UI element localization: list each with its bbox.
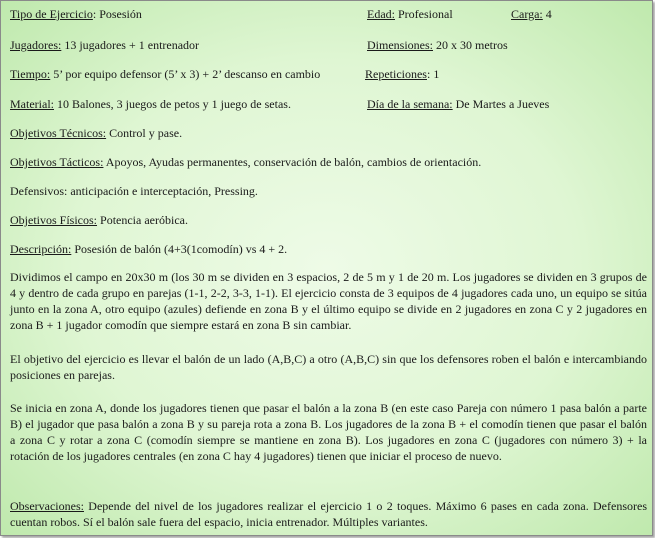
dimensiones-field [367,37,508,53]
dia-label: Día de la semana: [367,97,453,111]
tiempo-label: Tiempo: [10,67,51,81]
descripcion-label: Descripción: [10,242,72,256]
material-label: Material: [10,97,54,111]
repeticiones-field [365,66,439,82]
jugadores-value: 13 jugadores + 1 entrenador [61,38,200,52]
paragraph-1: Dividimos el campo en 20x30 m (los 30 m se dividen en 3 espacios, 2 de 5 m y 1 de 20 m. Los jugadores se dividen en 3 grupos de 4 y dentro de cada grupo en parejas (1-1, 2-2, 3-3, 1-1). El ejercicio consta de 3 equipos de 4 jugadores cada uno, un equipo se sitúa junto en la zona A, otro equipo (azules) defiende en zona B y el último equipo se divide en 2 jugadores en zona C y 2 jugadores en zona B + 1 jugador comodín que siempre estará en zona B sin cambiar. [10,270,647,332]
dimensiones-value: 20 x 30 metros [433,38,508,52]
descripcion-field [10,241,287,257]
jugadores-label: Jugadores: [10,38,62,52]
repeticiones-label: Repeticiones [365,67,427,81]
objetivos-fisicos [10,212,188,228]
edad-field [367,6,453,22]
paragraph-2: El objetivo del ejercicio es llevar el balón de un lado (A,B,C) a otro (A,B,C) sin que los defensores roben el balón e intercambiando posiciones en parejas. [10,352,647,382]
edad-label: Edad: [367,7,395,21]
obj-tacticos-value: Apoyos, Ayudas permanentes, conservación de balón, cambios de orientación. [103,155,482,169]
tipo-value: : Posesión [92,7,142,21]
obj-tacticos-label: Objetivos Tácticos: [10,155,104,169]
defensivos-text: Defensivos: anticipación e interceptación, Pressing. [10,184,258,198]
paragraph-3: Se inicia en zona A, donde los jugadores tienen que pasar el balón a la zona B (en este caso Pareja con número 1 pasa balón a parte B) el jugador que pasa balón a zona B y su pareja rota a zona B. Los jugadores de la zona B + el comodín tienen que pasar el balón a zona C y rotar a zona C (comodín siempre se mantiene en zona B). Los jugadores en zona C (jugadores con número 3) + la rotación de los jugadores centrales (en zona C hay 4 jugadores) tienen que iniciar el proceso de nuevo. [10,401,647,463]
descripcion-value: Posesión de balón (4+3(1comodín) vs 4 + 2. [71,242,288,256]
dia-field [367,96,549,112]
edad-value: Profesional [395,7,453,21]
observaciones-value: Depende del nivel de los jugadores realizar el ejercicio 1 o 2 toques. Máximo 6 pases en cada zona. Defensores cuentan robos. Sí el balón sale fuera del espacio, inicia entrenador. Múltiples variantes. [10,499,647,529]
carga-label: Carga: [511,7,543,21]
obj-fisicos-label: Objetivos Físicos: [10,213,98,227]
observaciones-label: Observaciones: [10,499,84,513]
tipo-label: Tipo de Ejercicio [10,7,93,21]
material-field [10,96,291,112]
objetivos-tacticos [10,154,481,170]
tiempo-field [10,66,320,82]
obj-tecnicos-label: Objetivos Técnicos: [10,126,107,140]
material-value: 10 Balones, 3 juegos de petos y 1 juego de setas. [53,97,291,111]
objetivos-tecnicos [10,125,182,141]
observaciones-field [10,498,647,530]
tiempo-value: 5’ por equipo defensor (5’ x 3) + 2’ descanso en cambio [50,67,321,81]
obj-fisicos-value: Potencia aeróbica. [97,213,188,227]
dia-value: De Martes a Jueves [452,97,550,111]
defensivos-line [10,183,258,199]
jugadores-field [10,37,199,53]
tipo-field [10,6,142,22]
carga-field [511,6,552,22]
carga-value: 4 [542,7,552,21]
dimensiones-label: Dimensiones: [367,38,433,52]
obj-tecnicos-value: Control y pase. [106,126,183,140]
repeticiones-value: : 1 [426,67,440,81]
